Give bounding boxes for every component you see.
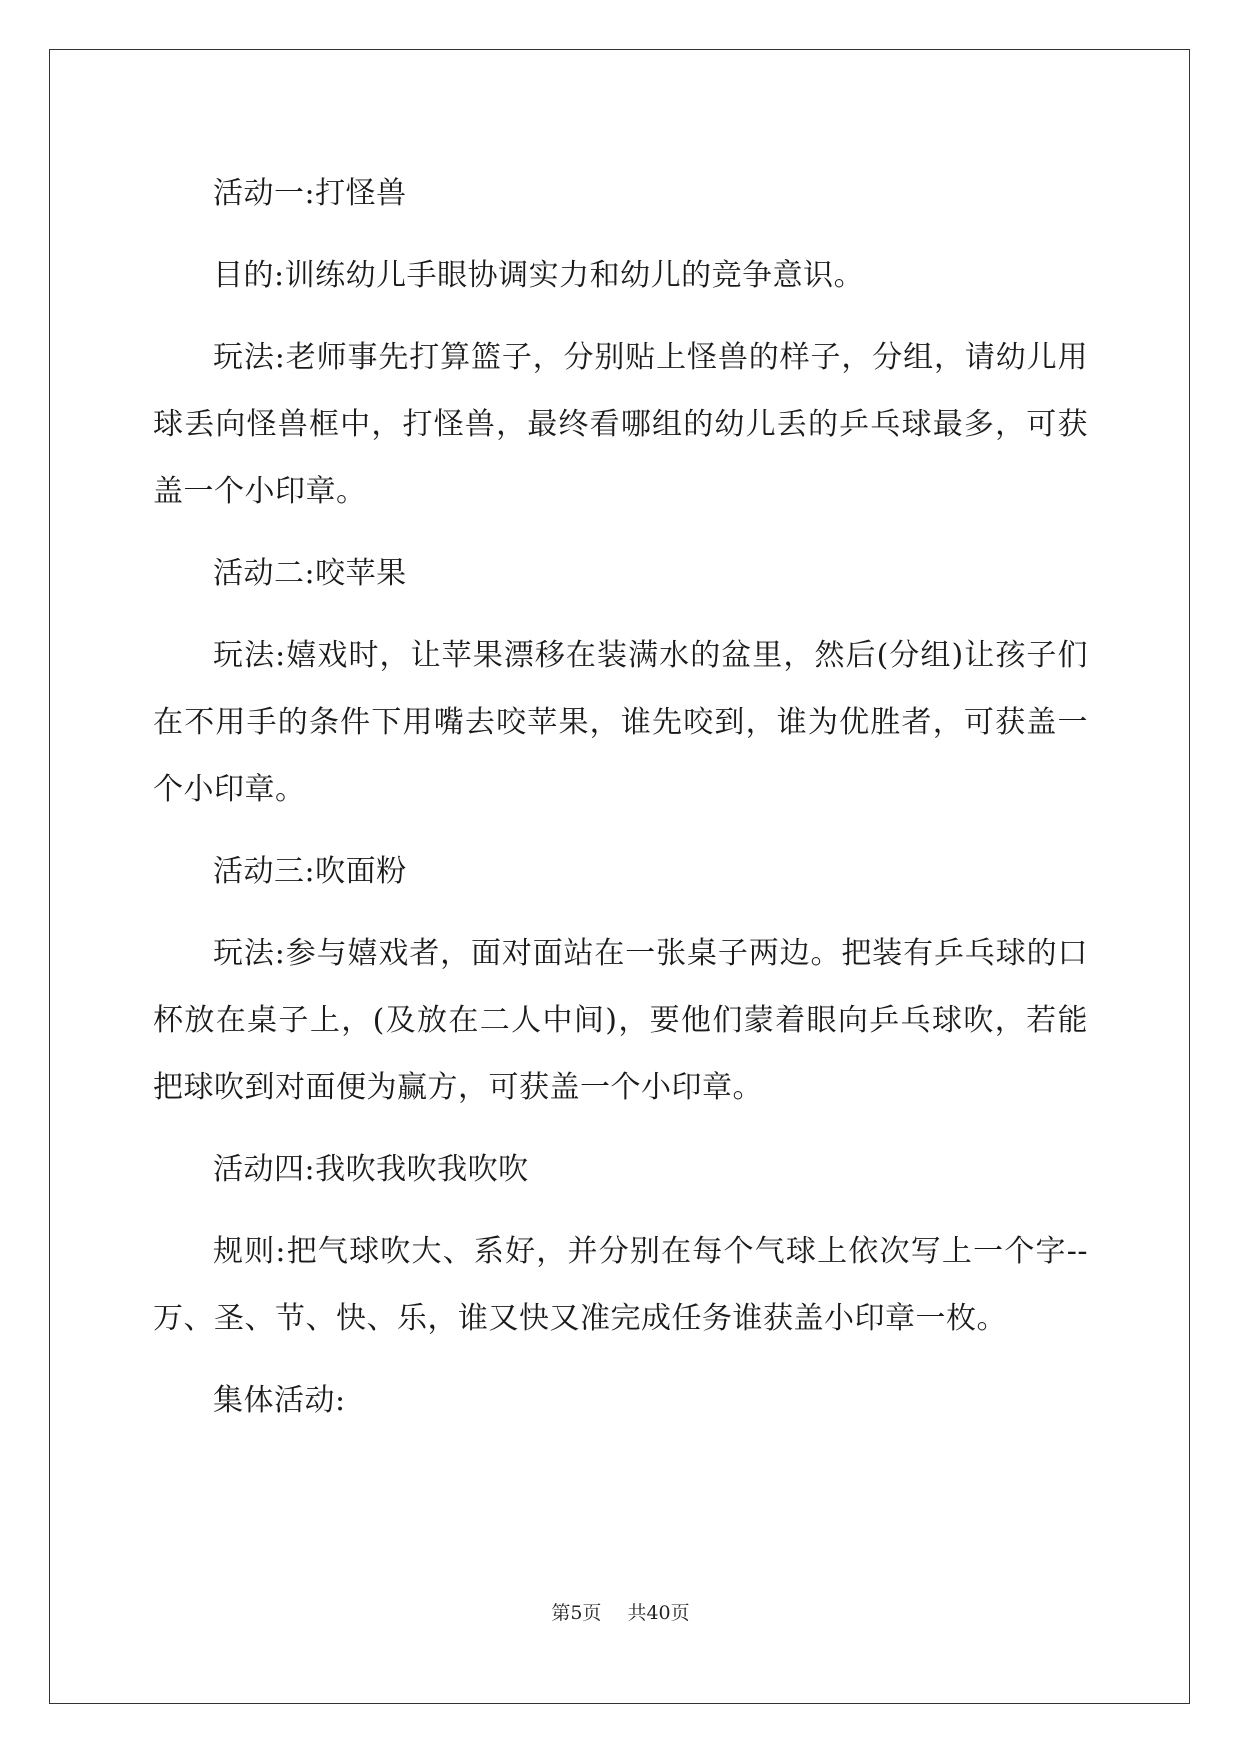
heading-activity-2: 活动二:咬苹果 bbox=[213, 556, 407, 591]
page-number: 第5页 bbox=[551, 1602, 602, 1624]
page-total: 共40页 bbox=[627, 1602, 690, 1624]
heading-activity-4: 活动四:我吹我吹我吹吹 bbox=[213, 1152, 529, 1187]
paragraph-rules: 规则:把气球吹大、系好，并分别在每个气球上依次写上一个字--万、圣、节、快、乐，谁又快又准完成任务谁获盖小印章一枚。 bbox=[153, 1234, 1088, 1336]
paragraph-play-2: 玩法:嬉戏时，让苹果漂移在装满水的盆里，然后(分组)让孩子们在不用手的条件下用嘴去咬苹果，谁先咬到，谁为优胜者，可获盖一个小印章。 bbox=[153, 638, 1088, 807]
heading-activity-1: 活动一:打怪兽 bbox=[213, 176, 407, 211]
paragraph-play-1: 玩法:老师事先打算篮子，分别贴上怪兽的样子，分组，请幼儿用球丢向怪兽框中，打怪兽，最终看哪组的幼儿丢的乒乓球最多，可获盖一个小印章。 bbox=[153, 340, 1088, 509]
heading-activity-3: 活动三:吹面粉 bbox=[213, 854, 407, 889]
paragraph-play-3: 玩法:参与嬉戏者，面对面站在一张桌子两边。把装有乒乓球的口杯放在桌子上，(及放在二人中间)，要他们蒙着眼向乒乓球吹，若能把球吹到对面便为赢方，可获盖一个小印章。 bbox=[153, 936, 1088, 1105]
heading-group-activity: 集体活动: bbox=[213, 1383, 346, 1418]
page-footer bbox=[0, 1598, 1241, 1625]
paragraph-purpose: 目的:训练幼儿手眼协调实力和幼儿的竞争意识。 bbox=[213, 258, 865, 293]
document-body bbox=[153, 160, 1088, 1434]
